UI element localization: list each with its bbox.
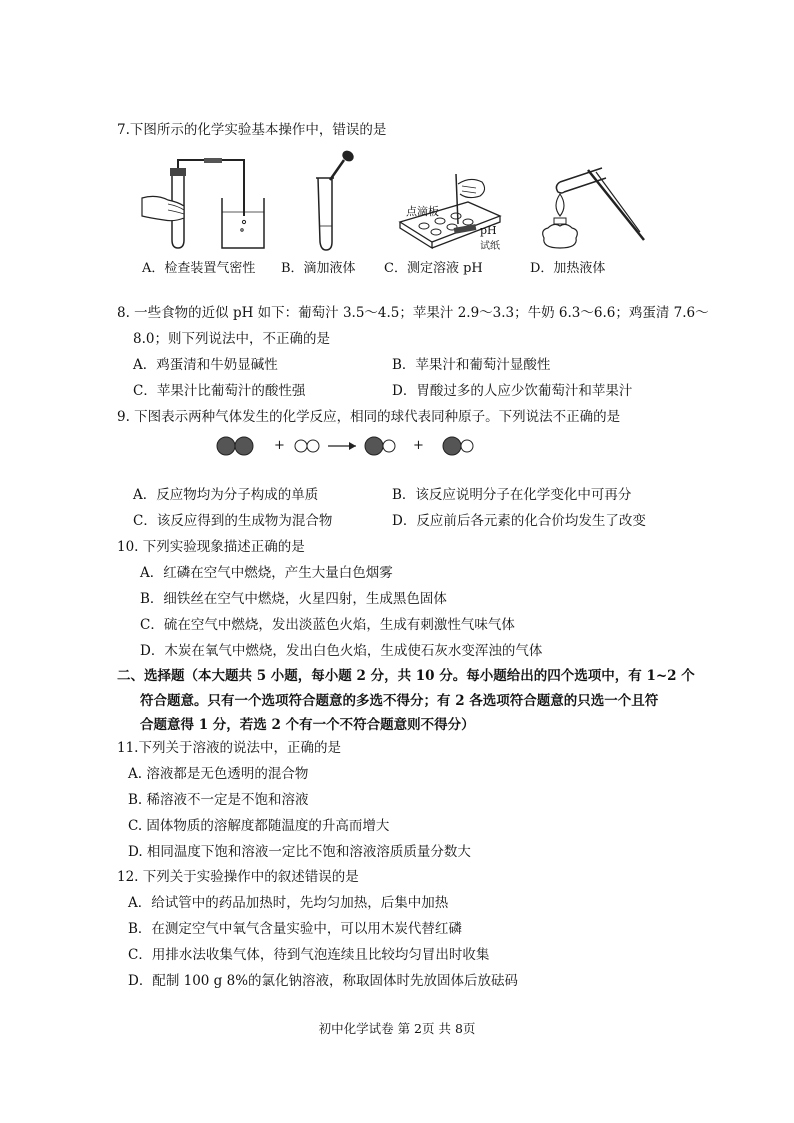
reaction-plus-1: + <box>274 438 285 453</box>
q8-stem-line-1: 8. 一些食物的近似 pH 如下：葡萄汁 3.5～4.5；苹果汁 2.9～3.3；牛奶 6.3～6.6；鸡蛋清 7.6～ <box>117 305 709 321</box>
q10-stem: 10. 下列实验现象描述正确的是 <box>117 539 305 555</box>
q7-stem: 7.下图所示的化学实验基本操作中，错误的是 <box>117 122 387 138</box>
q9-option-d: D．反应前后各元素的化合价均发生了改变 <box>392 513 646 529</box>
q12-option-a: A．给试管中的药品加热时，先均匀加热，后集中加热 <box>128 895 449 911</box>
q9-option-a: A．反应物均为分子构成的单质 <box>133 487 319 503</box>
q11-stem: 11.下列关于溶液的说法中，正确的是 <box>117 740 341 756</box>
airtightness-check-figure <box>138 158 268 254</box>
q8-option-c: C．苹果汁比葡萄汁的酸性强 <box>133 383 306 399</box>
q10-option-c: C．硫在空气中燃烧，发出淡蓝色火焰，生成有刺激性气味气体 <box>140 617 515 633</box>
ph-paper-label-1: pH <box>480 224 497 237</box>
q7-option-b: B．滴加液体 <box>281 261 356 276</box>
reaction-diagram <box>214 434 484 458</box>
q11-option-a: A. 溶液都是无色透明的混合物 <box>128 766 309 782</box>
section2-heading-line-2: 符合题意。只有一个选项符合题意的多选不得分；有 2 各选项符合题意的只选一个且符 <box>140 693 659 709</box>
page-footer: 初中化学试卷 第 2页 共 8页 <box>318 1021 476 1036</box>
dropper-figure <box>302 150 362 254</box>
q8-stem-line-2: 8.0；则下列说法中，不正确的是 <box>133 331 330 347</box>
ph-paper-label-2: 试纸 <box>480 241 500 252</box>
q11-option-c: C. 固体物质的溶解度都随温度的升高而增大 <box>128 818 390 834</box>
q10-option-d: D．木炭在氧气中燃烧，发出白色火焰，生成使石灰水变浑浊的气体 <box>140 643 543 659</box>
section2-heading-line-1: 二、选择题（本大题共 5 小题，每小题 2 分，共 10 分。每小题给出的四个选项中，有 1~2 个 <box>117 668 695 684</box>
q7-option-d: D．加热液体 <box>530 261 606 276</box>
q9-stem: 9. 下图表示两种气体发生的化学反应，相同的球代表同种原子。下列说法不正确的是 <box>117 409 621 425</box>
q9-option-b: B．该反应说明分子在化学变化中可再分 <box>392 487 632 503</box>
q10-option-b: B．细铁丝在空气中燃烧，火星四射，生成黑色固体 <box>140 591 447 607</box>
q12-stem: 12. 下列关于实验操作中的叙述错误的是 <box>117 869 359 885</box>
section2-heading-line-3: 合题意得 1 分，若选 2 个有一个不符合题意则不得分） <box>140 717 475 733</box>
q7-option-a: A．检查装置气密性 <box>142 261 256 276</box>
q11-option-b: B. 稀溶液不一定是不饱和溶液 <box>128 792 309 808</box>
q12-option-c: C．用排水法收集气体，待到气泡连续且比较均匀冒出时收集 <box>128 947 490 963</box>
q11-option-d: D. 相同温度下饱和溶液一定比不饱和溶液溶质质量分数大 <box>128 844 471 860</box>
reaction-plus-2: + <box>413 438 424 453</box>
heating-liquid-figure <box>538 158 648 254</box>
q12-option-b: B．在测定空气中氧气含量实验中，可以用木炭代替红磷 <box>128 921 462 937</box>
q7-option-c: C．测定溶液 pH <box>384 261 483 276</box>
q8-option-b: B．苹果汁和葡萄汁显酸性 <box>392 357 551 373</box>
q8-option-d: D．胃酸过多的人应少饮葡萄汁和苹果汁 <box>392 383 633 399</box>
spot-plate-label: 点滴板 <box>406 205 439 218</box>
q8-option-a: A．鸡蛋清和牛奶显碱性 <box>133 357 278 373</box>
q12-option-d: D．配制 100 g 8%的氯化钠溶液，称取固体时先放固体后放砝码 <box>128 973 519 989</box>
q9-option-c: C．该反应得到的生成物为混合物 <box>133 513 333 529</box>
q10-option-a: A．红磷在空气中燃烧，产生大量白色烟雾 <box>140 565 393 581</box>
